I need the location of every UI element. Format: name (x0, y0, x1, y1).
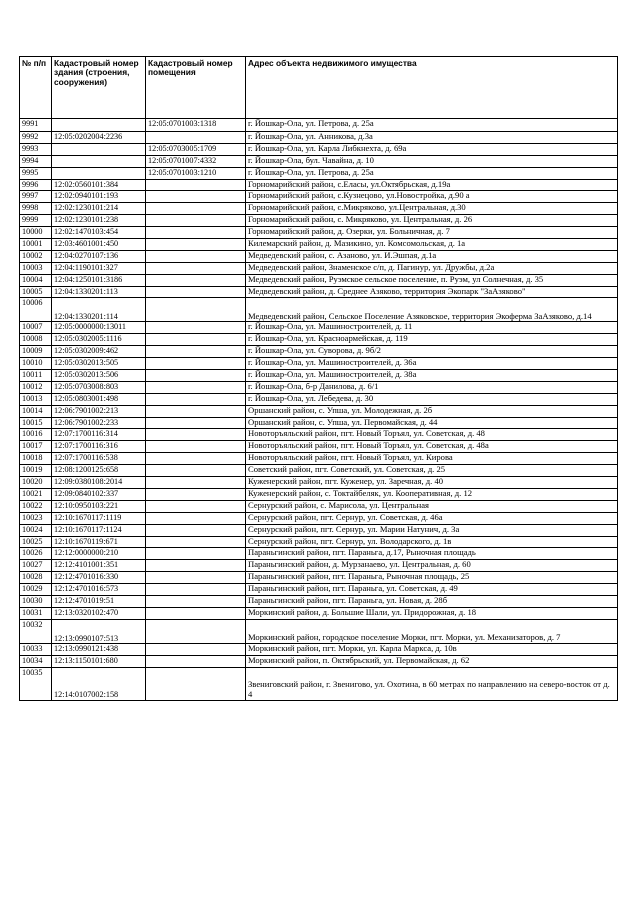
building-cadastral-number: 12:10:0950103:221 (52, 500, 146, 512)
row-number: 10004 (20, 274, 52, 286)
building-cadastral-number: 12:14:0107002:158 (52, 667, 146, 700)
premises-cadastral-number (146, 393, 246, 405)
premises-cadastral-number (146, 370, 246, 382)
building-cadastral-number: 12:10:1670117:1119 (52, 512, 146, 524)
building-cadastral-number: 12:09:0840102:337 (52, 488, 146, 500)
address: г. Йошкар-Ола, ул. Машиностроителей, д. 38а (246, 370, 618, 382)
address: г. Йошкар-Ола, б-р Данилова, д. 6/1 (246, 381, 618, 393)
building-cadastral-number: 12:12:4701019:51 (52, 595, 146, 607)
building-cadastral-number: 12:04:1330201:113 (52, 286, 146, 298)
row-number: 10022 (20, 500, 52, 512)
row-number: 9996 (20, 179, 52, 191)
premises-cadastral-number (146, 548, 246, 560)
building-cadastral-number: 12:06:7901002:213 (52, 405, 146, 417)
premises-cadastral-number (146, 453, 246, 465)
address: г. Йошкар-Ола, ул. Суворова, д. 9б/2 (246, 346, 618, 358)
row-number: 9997 (20, 191, 52, 203)
premises-cadastral-number (146, 655, 246, 667)
building-cadastral-number: 12:05:0302005:1116 (52, 334, 146, 346)
table-row (20, 132, 618, 144)
table-row (20, 524, 618, 536)
table-row (20, 643, 618, 655)
building-cadastral-number (52, 119, 146, 132)
row-number: 10017 (20, 441, 52, 453)
address: Моркинский район, п. Октябрьский, ул. Первомайская, д. 62 (246, 655, 618, 667)
row-number: 10002 (20, 250, 52, 262)
row-number: 10005 (20, 286, 52, 298)
premises-cadastral-number (146, 250, 246, 262)
table-row (20, 655, 618, 667)
address: Параньгинский район, пгт. Параньга, д.17, Рыночная площадь (246, 548, 618, 560)
address: г. Йошкар-Ола, ул. Красноармейская, д. 119 (246, 334, 618, 346)
address: Горномарийский район, д. Озерки, ул. Больничная, д. 7 (246, 227, 618, 239)
premises-cadastral-number (146, 417, 246, 429)
address: Горномарийский район, с.Еласы, ул.Октябрьская, д.19а (246, 179, 618, 191)
building-cadastral-number: 12:02:1230101:238 (52, 215, 146, 227)
header-number: № п/п (20, 57, 52, 119)
table-row (20, 155, 618, 167)
table-body (20, 119, 618, 701)
premises-cadastral-number (146, 405, 246, 417)
row-number: 10007 (20, 322, 52, 334)
building-cadastral-number: 12:04:1330201:114 (52, 298, 146, 322)
building-cadastral-number: 12:02:0940101:193 (52, 191, 146, 203)
table-row (20, 179, 618, 191)
address: Куженерский район, пгт. Куженер, ул. Заречная, д. 40 (246, 477, 618, 489)
address: Медведевский район, Сельское Поселение Азяковское, территория Экоферма ЗаАзяково, д.14 (246, 298, 618, 322)
table-row (20, 560, 618, 572)
row-number: 10031 (20, 607, 52, 619)
table-row (20, 607, 618, 619)
address: г. Йошкар-Ола, ул. Анникова, д.3а (246, 132, 618, 144)
address: Параньгинский район, д. Мурзанаево, ул. Центральная, д. 60 (246, 560, 618, 572)
table-row (20, 453, 618, 465)
building-cadastral-number: 12:07:1700116:538 (52, 453, 146, 465)
address: Моркинский район, д. Большие Шали, ул. Придорожная, д. 18 (246, 607, 618, 619)
table-row (20, 262, 618, 274)
building-cadastral-number: 12:06:7901002:233 (52, 417, 146, 429)
address: Параньгинский район, пгт. Параньга, ул. Советская, д. 49 (246, 584, 618, 596)
address: г. Йошкар-Ола, ул. Петрова, д. 25а (246, 119, 618, 132)
building-cadastral-number: 12:02:1470103:454 (52, 227, 146, 239)
table-row (20, 595, 618, 607)
address: Горномарийский район, с. Микряково, ул. Центральная, д. 26 (246, 215, 618, 227)
row-number: 9993 (20, 143, 52, 155)
table-row (20, 572, 618, 584)
table-row (20, 167, 618, 179)
table-row (20, 298, 618, 322)
row-number: 10016 (20, 429, 52, 441)
address: Новоторъяльский район, пгт. Новый Торъял, ул. Кирова (246, 453, 618, 465)
premises-cadastral-number (146, 560, 246, 572)
row-number: 9991 (20, 119, 52, 132)
table-row (20, 143, 618, 155)
premises-cadastral-number (146, 500, 246, 512)
address: Куженерский район, с. Токтайбеляк, ул. Кооперативная, д. 12 (246, 488, 618, 500)
address: г. Йошкар-Ола, бул. Чавайна, д. 10 (246, 155, 618, 167)
table-header-row (20, 57, 618, 119)
building-cadastral-number: 12:05:0302009:462 (52, 346, 146, 358)
table-row (20, 370, 618, 382)
row-number: 10030 (20, 595, 52, 607)
premises-cadastral-number (146, 381, 246, 393)
row-number: 10034 (20, 655, 52, 667)
row-number: 10013 (20, 393, 52, 405)
table-row (20, 334, 618, 346)
row-number: 10010 (20, 358, 52, 370)
row-number: 10003 (20, 262, 52, 274)
building-cadastral-number: 12:02:0560101:384 (52, 179, 146, 191)
building-cadastral-number: 12:13:0990121:438 (52, 643, 146, 655)
premises-cadastral-number: 12:05:0701003:1318 (146, 119, 246, 132)
premises-cadastral-number (146, 572, 246, 584)
row-number: 10020 (20, 477, 52, 489)
address: Новоторъяльский район, пгт. Новый Торъял, ул. Советская, д. 48а (246, 441, 618, 453)
premises-cadastral-number (146, 536, 246, 548)
row-number: 10023 (20, 512, 52, 524)
table-row (20, 477, 618, 489)
row-number: 10011 (20, 370, 52, 382)
address: Сернурский район, пгт. Сернур, ул. Советская, д. 46а (246, 512, 618, 524)
address: Оршанский район, с. Упша, ул. Первомайская, д. 44 (246, 417, 618, 429)
table-row (20, 322, 618, 334)
row-number: 10032 (20, 619, 52, 643)
premises-cadastral-number (146, 643, 246, 655)
premises-cadastral-number (146, 524, 246, 536)
row-number: 10025 (20, 536, 52, 548)
row-number: 10009 (20, 346, 52, 358)
address: г. Йошкар-Ола, ул. Петрова, д. 25а (246, 167, 618, 179)
premises-cadastral-number (146, 488, 246, 500)
address: г. Йошкар-Ола, ул. Лебедева, д. 30 (246, 393, 618, 405)
table-row (20, 417, 618, 429)
address: Сернурский район, пгт. Сернур, ул. Марии Натунич, д. 3а (246, 524, 618, 536)
row-number: 10027 (20, 560, 52, 572)
premises-cadastral-number (146, 358, 246, 370)
building-cadastral-number: 12:12:4101001:351 (52, 560, 146, 572)
table-row (20, 429, 618, 441)
row-number: 10014 (20, 405, 52, 417)
row-number: 10028 (20, 572, 52, 584)
row-number: 9992 (20, 132, 52, 144)
row-number: 10012 (20, 381, 52, 393)
table-row (20, 667, 618, 700)
building-cadastral-number: 12:13:0990107:513 (52, 619, 146, 643)
premises-cadastral-number (146, 477, 246, 489)
address: г. Йошкар-Ола, ул. Машиностроителей, д. 36а (246, 358, 618, 370)
address: Моркинский район, пгт. Морки, ул. Карла Маркса, д. 10в (246, 643, 618, 655)
row-number: 10006 (20, 298, 52, 322)
table-row (20, 548, 618, 560)
premises-cadastral-number (146, 274, 246, 286)
address: Оршанский район, с. Упша, ул. Молодежная, д. 2б (246, 405, 618, 417)
table-row (20, 619, 618, 643)
row-number: 10015 (20, 417, 52, 429)
address: Медведевский район, Руэмское сельское поселение, п. Руэм, ул Солнечная, д. 35 (246, 274, 618, 286)
building-cadastral-number: 12:05:0703008:803 (52, 381, 146, 393)
row-number: 9999 (20, 215, 52, 227)
address: Сернурский район, пгт. Сернур, ул. Володарского, д. 1в (246, 536, 618, 548)
building-cadastral-number: 12:13:0320102:470 (52, 607, 146, 619)
table-row (20, 381, 618, 393)
premises-cadastral-number (146, 215, 246, 227)
building-cadastral-number: 12:12:0000000:210 (52, 548, 146, 560)
row-number: 10024 (20, 524, 52, 536)
row-number: 9998 (20, 203, 52, 215)
table-row (20, 536, 618, 548)
table-row (20, 203, 618, 215)
row-number: 10019 (20, 465, 52, 477)
address: Килемарский район, д. Мазикино, ул. Комсомольская, д. 1а (246, 239, 618, 251)
property-table (19, 56, 618, 701)
table-row (20, 286, 618, 298)
table-row (20, 405, 618, 417)
building-cadastral-number: 12:10:1670119:671 (52, 536, 146, 548)
premises-cadastral-number (146, 298, 246, 322)
premises-cadastral-number (146, 179, 246, 191)
building-cadastral-number: 12:02:1230101:214 (52, 203, 146, 215)
row-number: 10033 (20, 643, 52, 655)
building-cadastral-number: 12:04:0270107:136 (52, 250, 146, 262)
building-cadastral-number: 12:12:4701016:573 (52, 584, 146, 596)
building-cadastral-number: 12:07:1700116:314 (52, 429, 146, 441)
row-number: 10035 (20, 667, 52, 700)
building-cadastral-number: 12:08:1200125:658 (52, 465, 146, 477)
premises-cadastral-number (146, 286, 246, 298)
address: Звениговский район, г. Звенигово, ул. Охотина, в 60 метрах по направлению на северо-восток от д. 4 (246, 667, 618, 700)
premises-cadastral-number: 12:05:0701003:1210 (146, 167, 246, 179)
building-cadastral-number: 12:07:1700116:316 (52, 441, 146, 453)
row-number: 10000 (20, 227, 52, 239)
address: Медведевский район, д. Среднее Азяково, территория Экопарк "ЗаАзяково" (246, 286, 618, 298)
address: г. Йошкар-Ола, ул. Машиностроителей, д. 11 (246, 322, 618, 334)
row-number: 10001 (20, 239, 52, 251)
building-cadastral-number (52, 155, 146, 167)
premises-cadastral-number (146, 465, 246, 477)
premises-cadastral-number (146, 262, 246, 274)
table-row (20, 441, 618, 453)
table-row (20, 215, 618, 227)
building-cadastral-number: 12:10:1670117:1124 (52, 524, 146, 536)
row-number: 9994 (20, 155, 52, 167)
building-cadastral-number: 12:09:0380108:2014 (52, 477, 146, 489)
premises-cadastral-number (146, 667, 246, 700)
building-cadastral-number: 12:05:0803001:498 (52, 393, 146, 405)
table-row (20, 465, 618, 477)
building-cadastral-number: 12:13:1150101:680 (52, 655, 146, 667)
address: Медведевский район, с. Азаново, ул. И.Эшпая, д.1а (246, 250, 618, 262)
table-row (20, 274, 618, 286)
premises-cadastral-number (146, 191, 246, 203)
address: Сернурский район, с. Марисола, ул. Центральная (246, 500, 618, 512)
header-address: Адрес объекта недвижимого имущества (246, 57, 618, 119)
premises-cadastral-number (146, 227, 246, 239)
premises-cadastral-number (146, 441, 246, 453)
premises-cadastral-number (146, 584, 246, 596)
table-row (20, 500, 618, 512)
building-cadastral-number: 12:04:1250101:3186 (52, 274, 146, 286)
row-number: 10008 (20, 334, 52, 346)
premises-cadastral-number: 12:05:0703005:1709 (146, 143, 246, 155)
table-row (20, 239, 618, 251)
table-row (20, 584, 618, 596)
header-premises-cadastral: Кадастровый номер помещения (146, 57, 246, 119)
building-cadastral-number (52, 167, 146, 179)
address: Новоторъяльский район, пгт. Новый Торъял, ул. Советская, д. 48 (246, 429, 618, 441)
row-number: 10029 (20, 584, 52, 596)
premises-cadastral-number (146, 346, 246, 358)
premises-cadastral-number (146, 595, 246, 607)
building-cadastral-number: 12:04:1190101:327 (52, 262, 146, 274)
building-cadastral-number: 12:12:4701016:330 (52, 572, 146, 584)
address: Медведевский район, Знаменское с/п, д. Пагинур, ул. Дружбы, д.2а (246, 262, 618, 274)
address: Горномарийский район, с.Микряково, ул.Центральная, д.30 (246, 203, 618, 215)
premises-cadastral-number (146, 322, 246, 334)
table-row (20, 250, 618, 262)
row-number: 10018 (20, 453, 52, 465)
premises-cadastral-number (146, 203, 246, 215)
premises-cadastral-number (146, 429, 246, 441)
building-cadastral-number: 12:05:0302013:505 (52, 358, 146, 370)
premises-cadastral-number (146, 334, 246, 346)
address: Параньгинский район, пгт. Параньга, Рыночная площадь, 25 (246, 572, 618, 584)
premises-cadastral-number: 12:05:0701007:4332 (146, 155, 246, 167)
row-number: 10026 (20, 548, 52, 560)
premises-cadastral-number (146, 512, 246, 524)
table-row (20, 346, 618, 358)
premises-cadastral-number (146, 607, 246, 619)
table-row (20, 488, 618, 500)
address: Параньгинский район, пгт. Параньга, ул. Новая, д. 28б (246, 595, 618, 607)
row-number: 9995 (20, 167, 52, 179)
table-row (20, 227, 618, 239)
table-row (20, 119, 618, 132)
premises-cadastral-number (146, 132, 246, 144)
building-cadastral-number: 12:05:0302013:506 (52, 370, 146, 382)
premises-cadastral-number (146, 239, 246, 251)
building-cadastral-number: 12:05:0202004:2236 (52, 132, 146, 144)
header-building-cadastral: Кадастровый номер здания (строения, сооружения) (52, 57, 146, 119)
address: Горномарийский район, с.Кузнецово, ул.Новостройка, д.90 а (246, 191, 618, 203)
row-number: 10021 (20, 488, 52, 500)
building-cadastral-number: 12:05:0000000:13011 (52, 322, 146, 334)
table-row (20, 393, 618, 405)
building-cadastral-number (52, 143, 146, 155)
table-row (20, 191, 618, 203)
address: Моркинский район, городское поселение Морки, пгт. Морки, ул. Механизаторов, д. 7 (246, 619, 618, 643)
address: Советский район, пгт. Советский, ул. Советская, д. 25 (246, 465, 618, 477)
address: г. Йошкар-Ола, ул. Карла Либкнехта, д. 69а (246, 143, 618, 155)
building-cadastral-number: 12:03:4601001:450 (52, 239, 146, 251)
premises-cadastral-number (146, 619, 246, 643)
table-row (20, 358, 618, 370)
table-row (20, 512, 618, 524)
